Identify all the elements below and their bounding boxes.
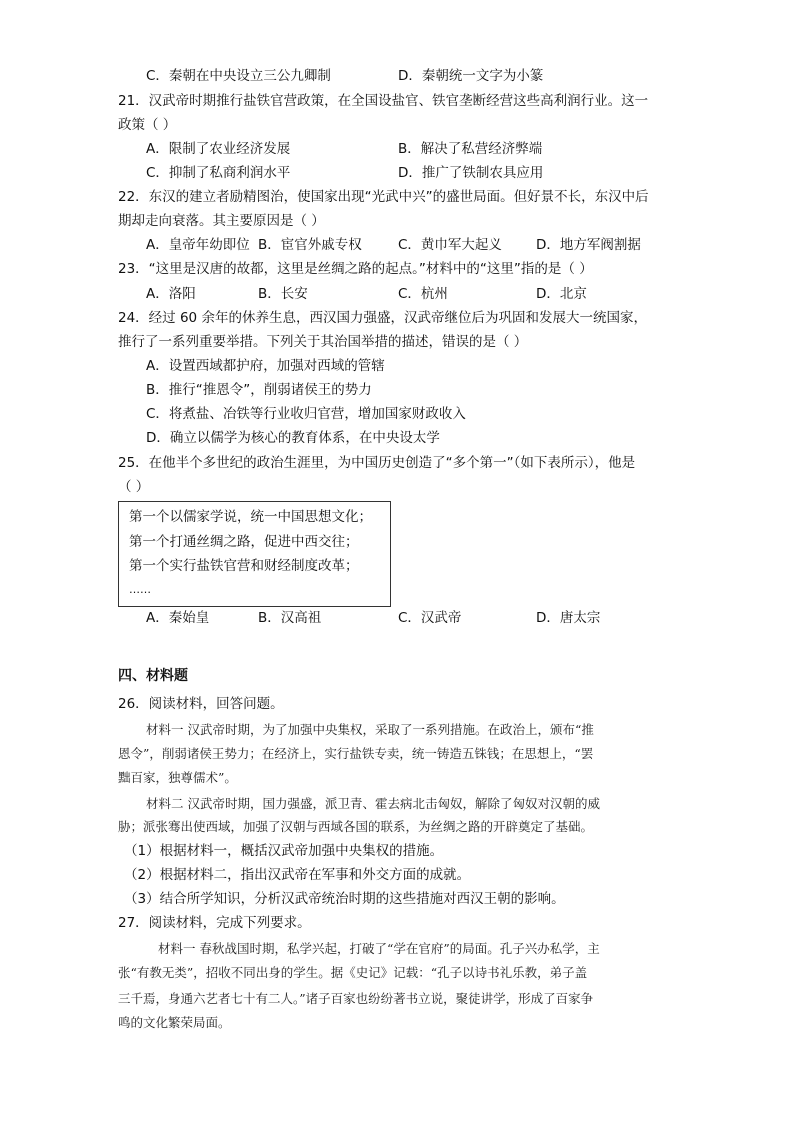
- q20-option-d[interactable]: D．秦朝统一文字为小篆: [398, 68, 544, 84]
- q25-box-ellipsis: ……: [129, 583, 151, 596]
- q25-option-c[interactable]: C．汉武帝: [398, 610, 462, 626]
- q26-material1-line1: 材料一 汉武帝时期，为了加强中央集权，采取了一系列措施。在政治上，颁布“推: [146, 722, 594, 737]
- q22-stem-line1: 22．东汉的建立者励精图治，使国家出现“光武中兴”的盛世局面。但好景不长，东汉中后: [118, 189, 649, 205]
- q25-box-line: 第一个实行盐铁官营和财经制度改革；: [129, 558, 359, 574]
- q21-option-d[interactable]: D．推广了铁制农具应用: [398, 165, 544, 181]
- q25-option-d[interactable]: D．唐太宗: [536, 610, 601, 626]
- q20-option-c[interactable]: C．秦朝在中央设立三公九卿制: [146, 68, 331, 84]
- q27-material1-line4: 鸣的文化繁荣局面。: [118, 1015, 231, 1030]
- q27-material1-line2: 张“有教无类”，招收不同出身的学生。据《史记》记载：“孔子以诗书礼乐教，弟子盖: [118, 965, 588, 980]
- q25-option-b[interactable]: B．汉高祖: [258, 610, 322, 626]
- q24-stem-line1: 24．经过 60 余年的休养生息，西汉国力强盛，汉武帝继位后为巩固和发展大一统国家，: [118, 310, 647, 326]
- q26-material2-line2: 胁；派张骞出使西域，加强了汉朝与西域各国的联系，为丝绸之路的开辟奠定了基础。: [118, 819, 594, 834]
- q26-material2-line1: 材料二 汉武帝时期，国力强盛，派卫青、霍去病北击匈奴，解除了匈奴对汉朝的威: [146, 796, 600, 811]
- q27-material1-line3: 三千焉，身通六艺者七十有二人。”诸子百家也纷纷著书立说，聚徒讲学，形成了百家争: [118, 991, 594, 1006]
- q24-option-b[interactable]: B．推行“推恩令”，削弱诸侯王的势力: [146, 382, 372, 398]
- q24-option-c[interactable]: C．将煮盐、冶铁等行业收归官营，增加国家财政收入: [146, 406, 466, 422]
- section-title: 四、材料题: [118, 668, 188, 684]
- q25-box-line: 第一个以儒家学说，统一中国思想文化；: [129, 509, 372, 525]
- q23-option-c[interactable]: C．杭州: [398, 286, 448, 302]
- q22-option-d[interactable]: D．地方军阀割据: [536, 237, 641, 253]
- q24-option-a[interactable]: A．设置西域都护府，加强对西域的管辖: [146, 358, 385, 374]
- q22-option-a[interactable]: A．皇帝年幼即位: [146, 237, 250, 253]
- q21-option-c[interactable]: C．抑制了私商利润水平: [146, 165, 291, 181]
- q25-stem-line1: 25．在他半个多世纪的政治生涯里，为中国历史创造了“多个第一”（如下表所示），他是: [118, 455, 636, 471]
- q26-subquestion-3: （3）结合所学知识，分析汉武帝统治时期的这些措施对西汉王朝的影响。: [124, 891, 565, 907]
- q21-stem-line2: 政策（ ）: [118, 117, 177, 133]
- q22-stem-line2: 期却走向衰落。其主要原因是（ ）: [118, 213, 325, 229]
- q25-box-line: 第一个打通丝绸之路，促进中西交往；: [129, 534, 359, 550]
- q26-subquestion-1: （1）根据材料一，概括汉武帝加强中央集权的措施。: [124, 843, 444, 859]
- q26-subquestion-2: （2）根据材料二，指出汉武帝在军事和外交方面的成就。: [124, 867, 471, 883]
- q26-material1-line3: 黜百家，独尊儒术”。: [118, 770, 237, 785]
- q25-firsts-box: [118, 501, 391, 607]
- q23-stem: 23．“这里是汉唐的故都，这里是丝绸之路的起点。”材料中的“这里”指的是（ ）: [118, 261, 593, 277]
- q27-stem: 27．阅读材料，完成下列要求。: [118, 915, 311, 931]
- q25-stem-line2: （ ）: [118, 479, 150, 495]
- q21-option-a[interactable]: A．限制了农业经济发展: [146, 141, 291, 157]
- q26-stem: 26．阅读材料，回答问题。: [118, 696, 284, 712]
- q22-option-b[interactable]: B．宦官外戚专权: [258, 237, 362, 253]
- q24-option-d[interactable]: D．确立以儒学为核心的教育体系，在中央设太学: [146, 430, 440, 446]
- q25-option-a[interactable]: A．秦始皇: [146, 610, 210, 626]
- q23-option-d[interactable]: D．北京: [536, 286, 587, 302]
- q26-material1-line2: 恩令”，削弱诸侯王势力；在经济上，实行盐铁专卖，统一铸造五铢钱；在思想上，“罢: [118, 746, 594, 761]
- q21-stem-line1: 21．汉武帝时期推行盐铁官营政策，在全国设盐官、铁官垄断经营这些高利润行业。这一: [118, 93, 649, 109]
- q27-material1-line1: 材料一 春秋战国时期，私学兴起，打破了“学在官府”的局面。孔子兴办私学，主: [158, 941, 600, 956]
- q23-option-a[interactable]: A．洛阳: [146, 286, 196, 302]
- q21-option-b[interactable]: B．解决了私营经济弊端: [398, 141, 543, 157]
- q23-option-b[interactable]: B．长安: [258, 286, 308, 302]
- q22-option-c[interactable]: C．黄巾军大起义: [398, 237, 502, 253]
- q24-stem-line2: 推行了一系列重要举措。下列关于其治国举措的描述，错误的是（ ）: [118, 334, 528, 350]
